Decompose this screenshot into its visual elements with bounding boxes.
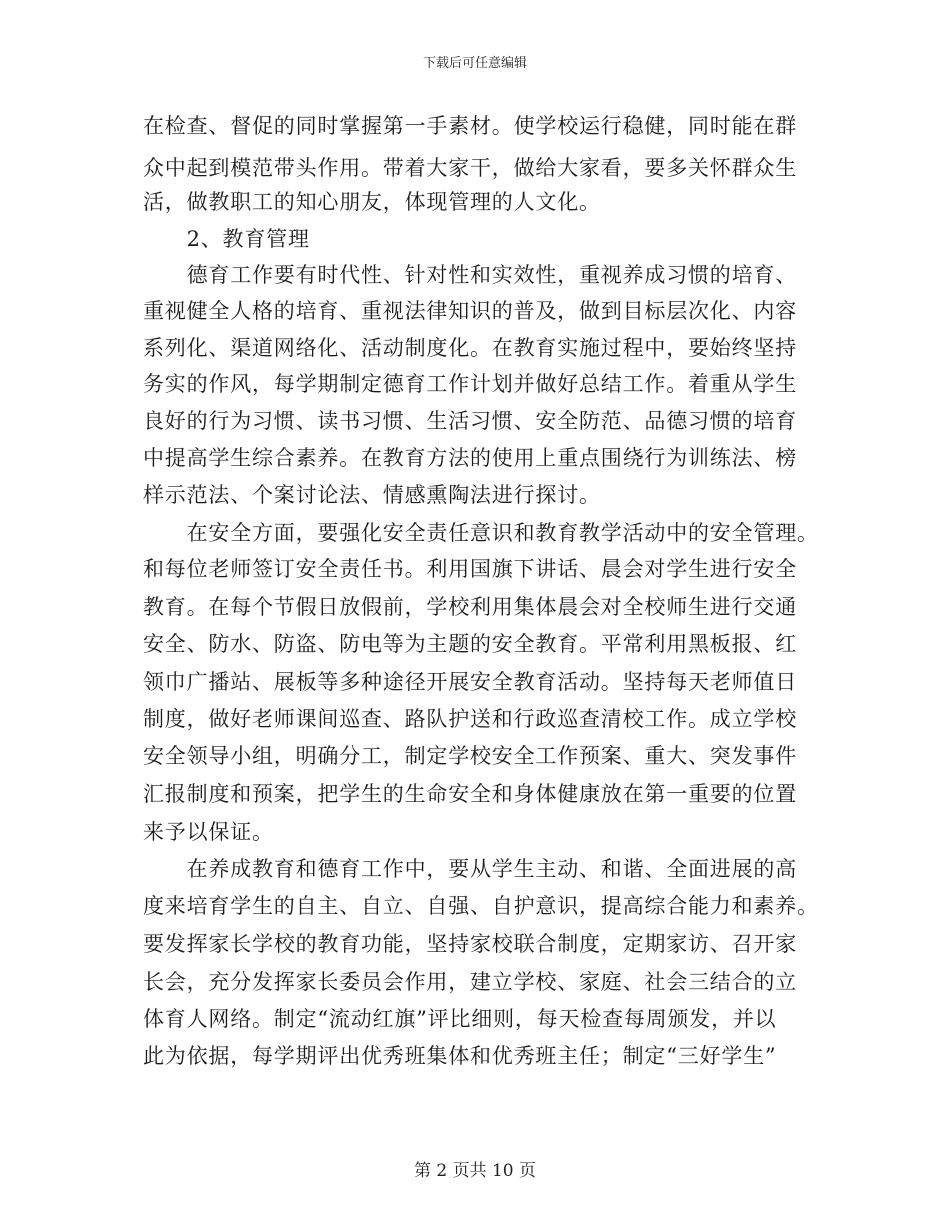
text-line: 中提高学生综合素养。在教育方法的使用上重点围绕行为训练法、榜	[143, 446, 797, 470]
text-line: 活，做教职工的知心朋友，体现管理的人文化。	[143, 190, 601, 214]
text-line: 度来培育学生的自主、自立、自强、自护意识，提高综合能力和素养。	[143, 894, 819, 918]
text-line: 在养成教育和德育工作中，要从学生主动、和谐、全面进展的高	[143, 857, 797, 881]
text-line: 安全、防水、防盗、防电等为主题的安全教育。平常利用黑板报、红	[143, 632, 797, 656]
text-line: 重视健全人格的培育、重视法律知识的普及，做到目标层次化、内容	[143, 299, 797, 323]
text-line: 制度，做好老师课间巡查、路队护送和行政巡查清校工作。成立学校	[143, 707, 797, 731]
text-line: 安全领导小组，明确分工，制定学校安全工作预案、重大、突发事件	[143, 744, 797, 768]
text-line: 体育人网络。制定“流动红旗”评比细则，每天检查每周颁发，并以	[143, 1007, 777, 1031]
text-line: 2、教育管理	[143, 227, 310, 251]
page-footer: 第 2 页共 10 页	[413, 1161, 537, 1181]
text-line: 在安全方面，要强化安全责任意识和教育教学活动中的安全管理。	[143, 521, 819, 545]
text-line: 良好的行为习惯、读书习惯、生活习惯、安全防范、品德习惯的培育	[143, 409, 797, 433]
text-line: 长会，充分发挥家长委员会作用，建立学校、家庭、社会三结合的立	[143, 970, 797, 994]
text-line: 此为依据，每学期评出优秀班集体和优秀班主任；制定“三好学生”	[143, 1044, 777, 1068]
text-line: 德育工作要有时代性、针对性和实效性，重视养成习惯的培育、	[143, 263, 797, 287]
text-line: 要发挥家长学校的教育功能，坚持家校联合制度，定期家访、召开家	[143, 932, 797, 956]
page-header: 下载后可任意编辑	[422, 56, 527, 71]
text-line: 教育。在每个节假日放假前，学校利用集体晨会对全校师生进行交通	[143, 595, 797, 619]
text-line: 在检查、督促的同时掌握第一手素材。使学校运行稳健，同时能在群	[143, 114, 797, 138]
text-line: 汇报制度和预案，把学生的生命安全和身体健康放在第一重要的位置	[143, 782, 797, 806]
text-line: 样示范法、个案讨论法、情感熏陶法进行探讨。	[143, 483, 601, 507]
text-line: 和每位老师签订安全责任书。利用国旗下讲话、晨会对学生进行安全	[143, 557, 797, 581]
text-line: 领巾广播站、展板等多种途径开展安全教育活动。坚持每天老师值日	[143, 670, 797, 694]
text-line: 众中起到模范带头作用。带着大家干，做给大家看，要多关怀群众生	[143, 156, 797, 180]
text-line: 系列化、渠道网络化、活动制度化。在教育实施过程中，要始终坚持	[143, 336, 797, 360]
text-line: 来予以保证。	[143, 820, 274, 844]
text-line: 务实的作风，每学期制定德育工作计划并做好总结工作。着重从学生	[143, 372, 797, 396]
